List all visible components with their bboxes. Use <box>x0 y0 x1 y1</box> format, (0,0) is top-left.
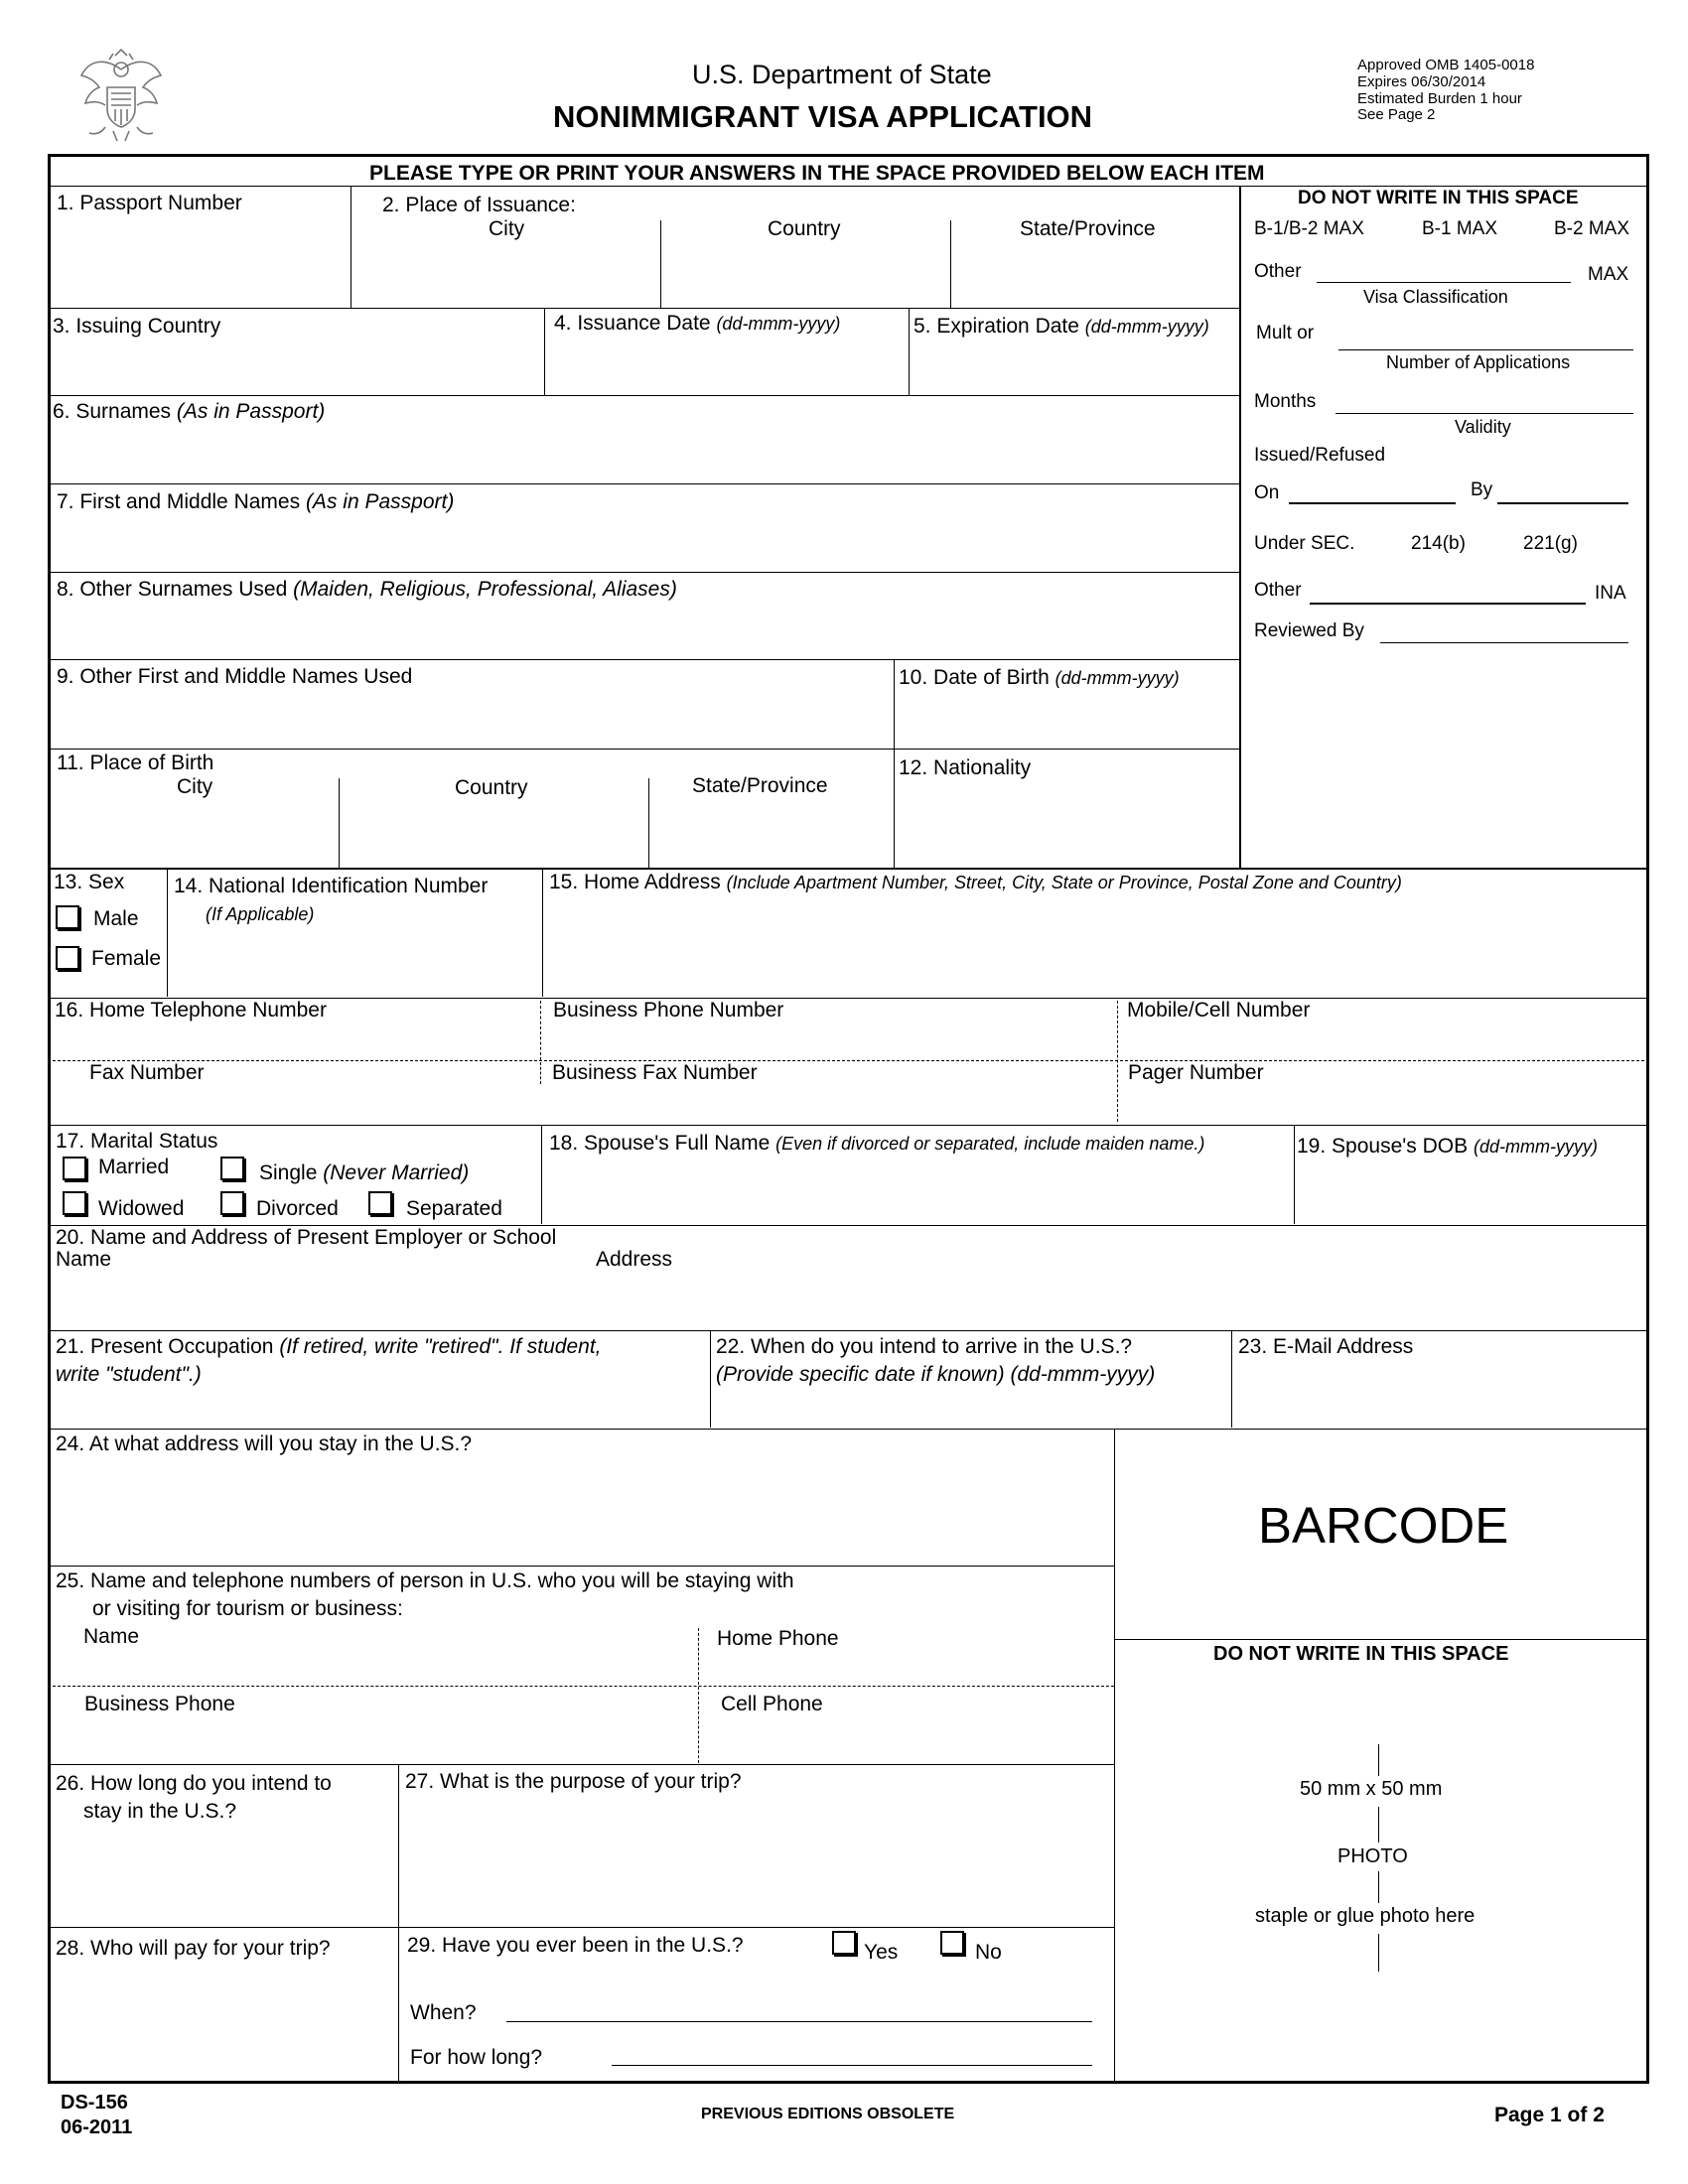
birth-country-input[interactable] <box>342 802 645 866</box>
date-of-birth-label: 10. Date of Birth (dd-mmm-yyyy) <box>899 666 1180 689</box>
other-names-label: 9. Other First and Middle Names Used <box>57 665 413 688</box>
issuance-date-label: 4. Issuance Date (dd-mmm-yyyy) <box>554 312 841 335</box>
us-contact-name-label: Name <box>83 1625 140 1648</box>
spouse-dob-input[interactable] <box>1297 1161 1645 1223</box>
photo-drop-area[interactable] <box>1117 1678 1646 2080</box>
photo-size-caption: 50 mm x 50 mm <box>1300 1778 1443 1800</box>
trip-purpose-input[interactable] <box>401 1797 1110 1924</box>
us-contact-name-input[interactable] <box>52 1652 693 1684</box>
business-phone-input[interactable] <box>544 1024 1114 1058</box>
form-revision: 06-2011 <box>61 2116 133 2138</box>
occupation-input[interactable] <box>52 1390 707 1426</box>
us-contact-business-phone-input[interactable] <box>52 1719 693 1761</box>
stay-length-input[interactable] <box>52 1829 395 1924</box>
issuance-country-input[interactable] <box>663 244 947 306</box>
passport-number-input[interactable] <box>52 220 348 306</box>
state-department-seal-icon <box>75 48 167 143</box>
date-of-birth-input[interactable] <box>897 693 1237 745</box>
sex-label: 13. Sex <box>54 871 125 893</box>
birth-state-label: State/Province <box>692 774 828 797</box>
us-contact-label-line2: or visiting for tourism or business: <box>92 1597 403 1620</box>
issuance-state-label: State/Province <box>1020 217 1156 240</box>
previous-editions-note: PREVIOUS EDITIONS OBSOLETE <box>701 2106 955 2122</box>
mobile-phone-label: Mobile/Cell Number <box>1127 999 1311 1022</box>
office-sec-214b: 214(b) <box>1411 533 1466 554</box>
arrival-date-note: (Provide specific date if known) (dd-mmm-yyyy) <box>716 1363 1156 1386</box>
validity-caption: Validity <box>1455 417 1511 437</box>
divorced-label: Divorced <box>256 1197 339 1220</box>
surnames-input[interactable] <box>52 427 1237 480</box>
surnames-label: 6. Surnames (As in Passport) <box>53 400 326 423</box>
other-surnames-label: 8. Other Surnames Used (Maiden, Religious, Professional, Aliases) <box>57 578 677 601</box>
spouse-name-input[interactable] <box>544 1158 1291 1223</box>
issuance-city-input[interactable] <box>353 244 657 306</box>
us-contact-cell-phone-input[interactable] <box>703 1719 1110 1761</box>
us-contact-label-line1: 25. Name and telephone numbers of person in U.S. who you will be staying with <box>56 1570 794 1592</box>
previous-visit-yes-checkbox[interactable] <box>832 1931 856 1955</box>
omb-line-3: Estimated Burden 1 hour <box>1357 90 1522 107</box>
office-sec-221g: 221(g) <box>1523 533 1578 554</box>
single-label: Single (Never Married) <box>259 1161 470 1184</box>
spouse-dob-label: 19. Spouse's DOB (dd-mmm-yyyy) <box>1297 1135 1598 1158</box>
employer-label: 20. Name and Address of Present Employer or School <box>56 1226 557 1249</box>
stay-length-label-line1: 26. How long do you intend to <box>56 1772 332 1795</box>
office-by-label: By <box>1471 479 1493 500</box>
other-surnames-input[interactable] <box>52 604 1237 657</box>
employer-name-label: Name <box>56 1248 112 1271</box>
previous-visit-duration-label: For how long? <box>410 2046 543 2069</box>
separated-checkbox[interactable] <box>368 1191 392 1215</box>
arrival-date-input[interactable] <box>713 1390 1228 1426</box>
single-checkbox[interactable] <box>220 1157 244 1180</box>
office-reviewed-by-label: Reviewed By <box>1254 620 1364 641</box>
department-name: U.S. Department of State <box>692 60 992 89</box>
fax-number-label: Fax Number <box>89 1061 205 1084</box>
us-address-label: 24. At what address will you stay in the U.S.? <box>56 1433 473 1455</box>
us-address-input[interactable] <box>52 1459 1110 1563</box>
office-b2-max: B-2 MAX <box>1554 218 1630 239</box>
first-middle-names-label: 7. First and Middle Names (As in Passport) <box>57 490 455 513</box>
email-label: 23. E-Mail Address <box>1238 1335 1414 1358</box>
stay-length-label-line2: stay in the U.S.? <box>83 1800 237 1823</box>
issuance-date-input[interactable] <box>547 340 907 393</box>
photo-office-title: DO NOT WRITE IN THIS SPACE <box>1213 1643 1509 1665</box>
business-fax-input[interactable] <box>544 1086 1114 1122</box>
arrival-date-label: 22. When do you intend to arrive in the U.S.? <box>716 1335 1133 1358</box>
employer-name-input[interactable] <box>52 1273 588 1328</box>
home-address-input[interactable] <box>545 899 1645 995</box>
employer-address-input[interactable] <box>594 1273 1645 1328</box>
office-other-label: Other <box>1254 261 1302 282</box>
us-contact-business-phone-label: Business Phone <box>84 1693 235 1715</box>
office-use-title: DO NOT WRITE IN THIS SPACE <box>1298 188 1579 208</box>
omb-line-1: Approved OMB 1405-0018 <box>1357 57 1535 73</box>
issuance-country-label: Country <box>768 217 841 240</box>
first-middle-names-input[interactable] <box>52 516 1237 570</box>
office-ina-label: INA <box>1595 583 1626 604</box>
instruction-banner: PLEASE TYPE OR PRINT YOUR ANSWERS IN THE SPACE PROVIDED BELOW EACH ITEM <box>369 162 1265 185</box>
other-names-input[interactable] <box>52 691 892 745</box>
barcode-area: BARCODE <box>1258 1497 1509 1554</box>
office-other2-label: Other <box>1254 580 1302 601</box>
widowed-label: Widowed <box>98 1197 185 1220</box>
passport-number-label: 1. Passport Number <box>57 192 242 214</box>
trip-payer-label: 28. Who will pay for your trip? <box>56 1937 331 1960</box>
place-of-issuance-label: 2. Place of Issuance: <box>382 194 576 216</box>
previous-visit-when-label: When? <box>410 2001 477 2024</box>
nationality-label: 12. Nationality <box>899 756 1032 779</box>
number-of-applications-caption: Number of Applications <box>1386 352 1571 372</box>
trip-purpose-label: 27. What is the purpose of your trip? <box>405 1770 742 1793</box>
home-address-label: 15. Home Address (Include Apartment Number, Street, City, State or Province, Postal Zone and Country) <box>549 871 1402 893</box>
previous-visit-when-input[interactable] <box>506 2021 1092 2022</box>
us-contact-home-phone-label: Home Phone <box>717 1627 839 1650</box>
office-on-label: On <box>1254 482 1280 503</box>
sex-female-checkbox[interactable] <box>56 946 79 970</box>
sex-male-checkbox[interactable] <box>56 905 79 929</box>
office-b1b2-max: B-1/B-2 MAX <box>1254 218 1364 239</box>
expiration-date-input[interactable] <box>912 340 1237 393</box>
issuing-country-label: 3. Issuing Country <box>53 315 221 338</box>
form-number: DS-156 <box>61 2092 128 2114</box>
married-label: Married <box>98 1156 170 1178</box>
birth-city-label: City <box>177 775 213 798</box>
business-fax-label: Business Fax Number <box>552 1061 758 1084</box>
previous-visit-label: 29. Have you ever been in the U.S.? <box>407 1934 744 1957</box>
widowed-checkbox[interactable] <box>63 1191 86 1215</box>
birth-country-label: Country <box>455 776 528 799</box>
birth-city-input[interactable] <box>52 802 336 866</box>
employer-address-label: Address <box>596 1248 673 1271</box>
previous-visit-yes-label: Yes <box>864 1941 899 1964</box>
issuance-city-label: City <box>489 217 525 240</box>
page-number: Page 1 of 2 <box>1494 2104 1605 2126</box>
home-phone-label: 16. Home Telephone Number <box>55 999 327 1022</box>
birth-state-input[interactable] <box>651 802 892 866</box>
omb-line-4: See Page 2 <box>1357 106 1436 123</box>
office-max-label: MAX <box>1588 264 1629 285</box>
office-months-label: Months <box>1254 391 1317 412</box>
national-id-label: 14. National Identification Number <box>174 875 489 897</box>
office-under-sec-label: Under SEC. <box>1254 533 1355 554</box>
form-title: NONIMMIGRANT VISA APPLICATION <box>553 99 1093 134</box>
issuing-country-input[interactable] <box>52 340 542 393</box>
separated-label: Separated <box>406 1197 502 1220</box>
occupation-label: 21. Present Occupation (If retired, write "retired". If student, <box>56 1335 602 1358</box>
pager-number-label: Pager Number <box>1128 1061 1264 1084</box>
visa-classification-caption: Visa Classification <box>1363 287 1508 307</box>
sex-male-label: Male <box>93 907 139 930</box>
nationality-input[interactable] <box>897 784 1237 866</box>
pager-number-input[interactable] <box>1122 1086 1645 1122</box>
national-id-input[interactable] <box>170 929 540 995</box>
married-checkbox[interactable] <box>63 1157 86 1180</box>
issuance-state-input[interactable] <box>953 244 1236 306</box>
office-b1-max: B-1 MAX <box>1422 218 1498 239</box>
office-mult-label: Mult or <box>1256 323 1315 343</box>
us-contact-cell-phone-label: Cell Phone <box>721 1693 823 1715</box>
email-input[interactable] <box>1234 1364 1645 1426</box>
previous-visit-duration-input[interactable] <box>612 2065 1092 2066</box>
expiration-date-label: 5. Expiration Date (dd-mmm-yyyy) <box>914 315 1209 338</box>
photo-caption: PHOTO <box>1337 1845 1408 1867</box>
sex-female-label: Female <box>91 947 162 970</box>
omb-line-2: Expires 06/30/2014 <box>1357 73 1486 90</box>
fax-number-input[interactable] <box>52 1086 536 1122</box>
place-of-birth-label: 11. Place of Birth <box>57 751 214 774</box>
previous-visit-no-checkbox[interactable] <box>940 1931 964 1955</box>
national-id-note: (If Applicable) <box>206 904 315 924</box>
mobile-phone-input[interactable] <box>1122 1024 1645 1058</box>
us-contact-home-phone-input[interactable] <box>703 1652 1110 1684</box>
home-phone-input[interactable] <box>52 1024 536 1058</box>
previous-visit-no-label: No <box>975 1941 1002 1964</box>
photo-instruction: staple or glue photo here <box>1255 1905 1476 1927</box>
marital-status-label: 17. Marital Status <box>56 1130 218 1153</box>
office-issued-refused-label: Issued/Refused <box>1254 445 1386 466</box>
occupation-note: write "student".) <box>56 1363 202 1386</box>
divorced-checkbox[interactable] <box>220 1191 244 1215</box>
business-phone-label: Business Phone Number <box>553 999 784 1022</box>
spouse-name-label: 18. Spouse's Full Name (Even if divorced or separated, include maiden name.) <box>549 1132 1205 1155</box>
trip-payer-input[interactable] <box>52 1966 395 2080</box>
